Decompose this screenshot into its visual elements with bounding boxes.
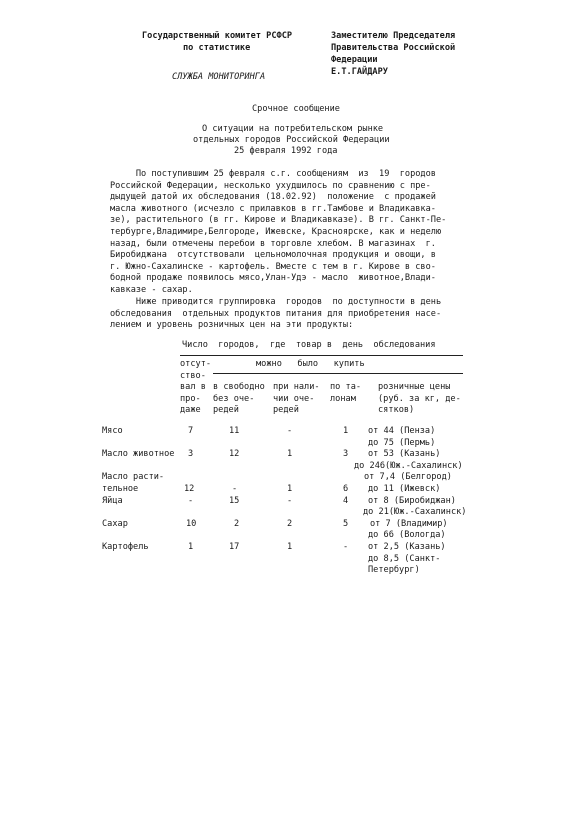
row-free: 12	[229, 449, 240, 460]
header-text: ство-	[180, 370, 206, 381]
row-price-from: от 7 (Владимир)	[370, 518, 448, 529]
header-text: при нали-	[273, 382, 320, 392]
row-free: 17	[229, 542, 240, 552]
row-product: Яйца	[102, 495, 123, 506]
header-text: вал в	[180, 382, 206, 393]
row-free: -	[232, 484, 238, 494]
row-absent: 7	[188, 426, 194, 436]
row-absent: 1	[188, 542, 194, 552]
header-text: розничные цены	[378, 382, 451, 392]
row-absent: 12	[184, 484, 195, 494]
row-price-from: от 7,4 (Белгород)	[364, 472, 452, 483]
title-line-3: отдельных городов Российской Федерации	[193, 135, 390, 145]
row-coupon: 5	[343, 518, 349, 529]
row-price-to: до 246(Юж.-Сахалинск)	[354, 460, 463, 471]
header-text: даже	[180, 405, 201, 416]
row-queue: 2	[287, 518, 293, 529]
title-line-1: Срочное сообщение	[252, 104, 340, 114]
paragraph-1	[110, 169, 446, 297]
service-name: СЛУЖБА МОНИТОРИНГА	[172, 72, 266, 82]
row-product: Масло расти-	[102, 472, 165, 483]
paragraph-1-line: тербурге,Владимире,Белгороде, Ижевске, Красноярске, как и неделю	[110, 226, 442, 237]
addressee-line-2: Правительства Российской	[331, 43, 456, 53]
header-text: по та-	[330, 382, 362, 392]
sender-line-2: по статистике	[183, 43, 251, 53]
paragraph-1-line: Биробиджана отсутствовали цельномолочная продукция и овощи, в	[110, 250, 436, 261]
row-price-from: от 2,5 (Казань)	[368, 542, 446, 552]
row-queue: 1	[287, 449, 293, 460]
header-text: сятков)	[378, 405, 415, 416]
row-price-to: до 11 (Ижевск)	[368, 484, 441, 494]
paragraph-2-line: Ниже приводится группировка городов по доступности в день	[110, 297, 442, 307]
row-free: 15	[229, 495, 240, 506]
paragraph-1-line: бодной продаже появилось мясо,Улан-Удэ - масло животное,Влади-	[110, 273, 436, 284]
row-coupon: 1	[343, 426, 349, 436]
row-price-from: от 8 (Биробиджан)	[368, 495, 456, 506]
row-free: 2	[234, 518, 240, 529]
title-line-4: 25 февраля 1992 года	[234, 146, 338, 156]
header-text: в свободно	[213, 382, 265, 392]
header-text: чии оче-	[273, 393, 315, 404]
paragraph-2	[110, 297, 441, 332]
row-price-to: до 8,5 (Санкт-	[368, 553, 441, 564]
row-price-to: до 66 (Вологда)	[368, 530, 446, 541]
row-queue: -	[287, 426, 293, 436]
row-absent: 3	[188, 449, 194, 460]
row-coupon: 6	[343, 484, 349, 494]
row-product: Масло животное	[102, 449, 175, 460]
paragraph-1-line: г. Южно-Сахалинске - картофель. Вместе с тем в г. Кирове в сво-	[110, 261, 436, 272]
row-product-cont: тельное	[102, 484, 139, 494]
row-queue: 1	[287, 484, 293, 494]
sender-line-1: Государственный комитет РСФСР	[142, 31, 293, 41]
row-price-to-cont: Петербург)	[368, 565, 420, 576]
row-product: Мясо	[102, 426, 123, 436]
paragraph-2-line: лением и уровень розничных цен на эти продукты:	[110, 320, 354, 331]
row-queue: 1	[287, 542, 293, 552]
table-rule-group	[213, 373, 463, 374]
header-text: лонам	[330, 393, 356, 404]
row-absent: 10	[186, 518, 197, 529]
paragraph-1-line: зе), растительного (в гг. Кирове и Владикавказе). В гг. Санкт-Пе-	[110, 215, 447, 226]
header-text: без оче-	[213, 393, 255, 404]
paragraph-1-line: кавказе - сахар.	[110, 284, 193, 295]
addressee-line-4: Е.Т.ГАЙДАРУ	[331, 67, 388, 77]
paragraph-2-line: обследования отдельных продуктов питания для приобретения насе-	[110, 308, 442, 319]
row-price-from: от 53 (Казань)	[368, 449, 441, 460]
group-header: можно было купить	[256, 359, 365, 369]
header-text: про-	[180, 393, 201, 404]
addressee-line-3: Федерации	[331, 55, 378, 65]
title-line-2: О ситуации на потребительском рынке	[202, 124, 384, 134]
row-coupon: 3	[343, 449, 349, 460]
row-price-to: до 21(Юж.-Сахалинск)	[363, 507, 467, 518]
paragraph-1-line: назад, были отмечены перебои в торговле хлебом. В магазинах г.	[110, 238, 436, 249]
header-text: редей	[273, 405, 299, 416]
paragraph-1-line: По поступившим 25 февраля с.г. сообщениям из 19 городов	[110, 169, 436, 179]
paragraph-1-line: Российской Федерации, несколько ухудшилось по сравнению с пре-	[110, 180, 431, 191]
table-caption: Число городов, где товар в день обследования	[182, 340, 436, 350]
row-price-from: от 44 (Пенза)	[368, 426, 436, 436]
row-absent: -	[188, 495, 194, 506]
header-text: (руб. за кг, де-	[378, 393, 461, 404]
row-free: 11	[229, 426, 240, 436]
table-body	[102, 426, 482, 606]
addressee-line-1: Заместителю Председателя	[331, 31, 456, 41]
header-text: отсут-	[180, 359, 212, 369]
row-queue: -	[287, 495, 293, 506]
row-coupon: -	[343, 542, 349, 552]
table-rule-top	[180, 355, 463, 356]
row-coupon: 4	[343, 495, 349, 506]
paragraph-1-line: дыдущей датой их обследования (18.02.92) положение с продажей	[110, 192, 436, 203]
row-product: Сахар	[102, 518, 128, 529]
row-price-to: до 75 (Пермь)	[368, 437, 436, 448]
header-text: редей	[213, 405, 239, 416]
row-product: Картофель	[102, 542, 149, 552]
paragraph-1-line: масла животного (исчезло с прилавков в гг.Тамбове и Владикавка-	[110, 203, 436, 214]
